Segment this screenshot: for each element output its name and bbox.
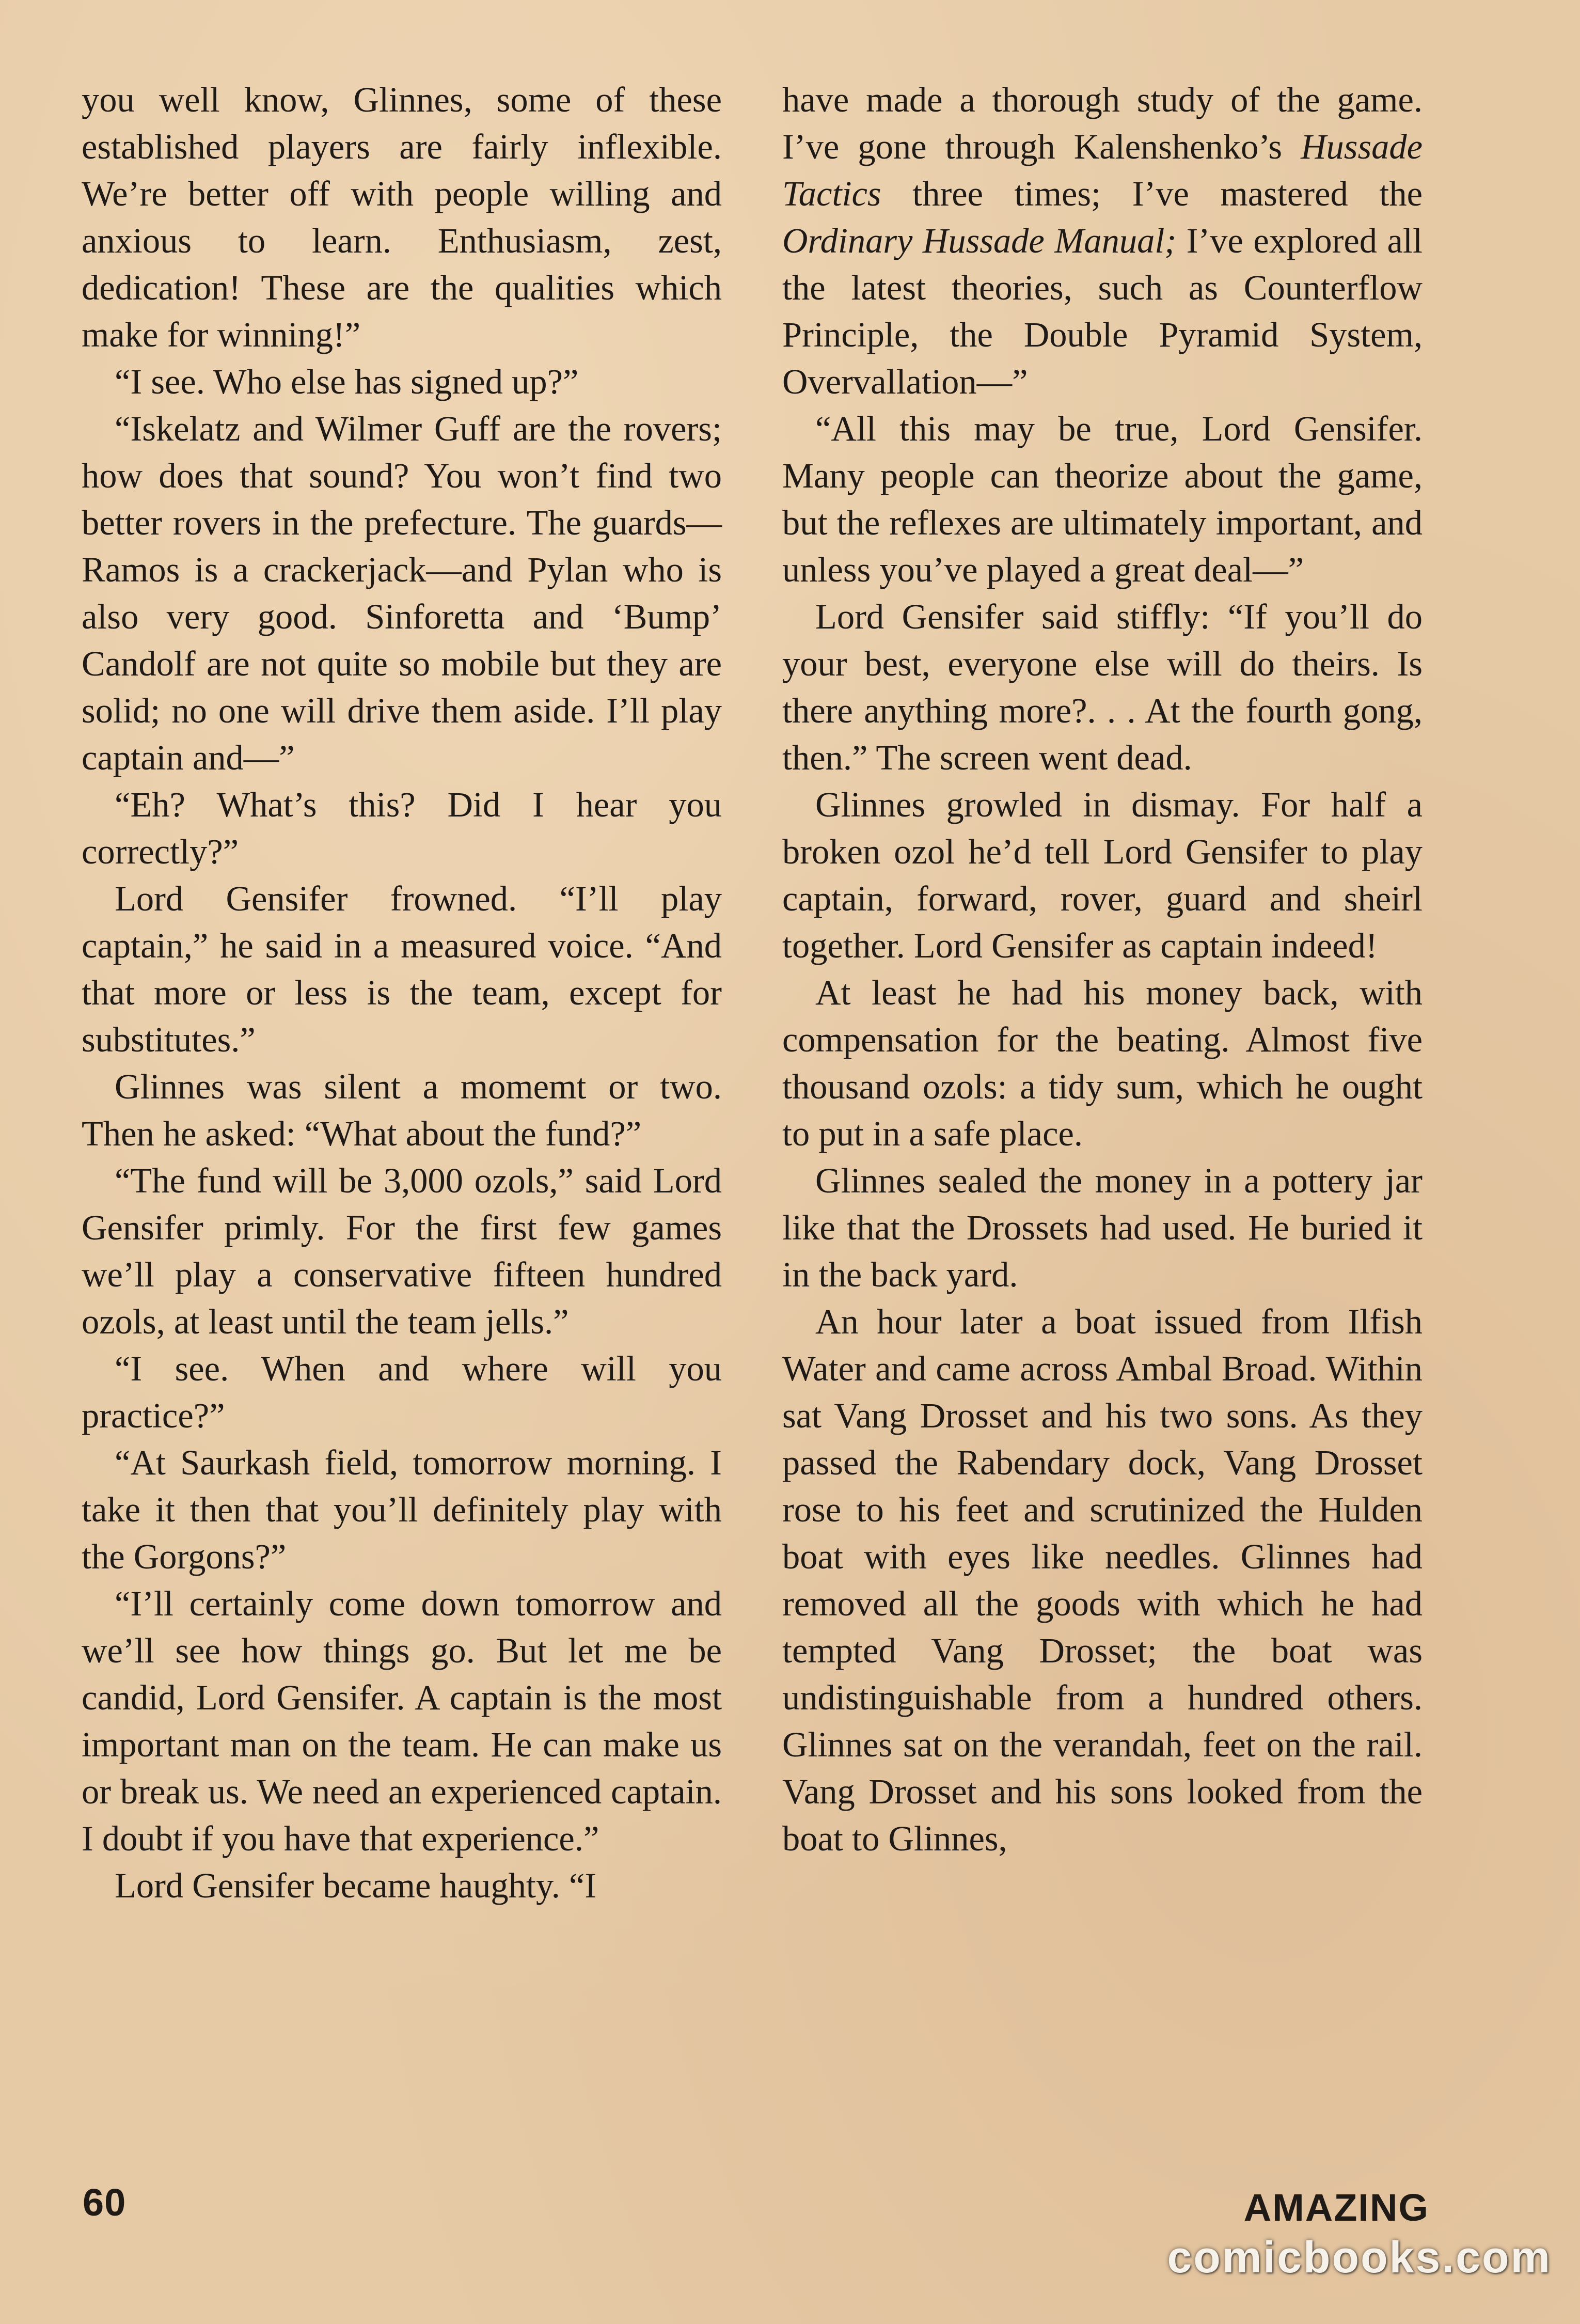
paragraph: [82, 405, 722, 781]
paragraph: [782, 76, 1423, 405]
text-segment: “I’ll certainly come down tomorrow and we’ll see how things go. But let me be candid, Lord Gensifer. A captain is the most important man on the team. He can make us or break us. We need an experienced captain. I doubt if you have that experience.”: [82, 1584, 722, 1858]
text-segment: I’ve explored all the latest theories, such as Counterflow Principle, the Double Pyramid System, Overvallation—”: [782, 221, 1423, 401]
paragraph: [82, 1862, 722, 1909]
text-segment: At least he had his money back, with compensation for the beating. Almost five thousand ozols: a tidy sum, which he ought to put in a safe place.: [782, 973, 1423, 1153]
text-segment: An hour later a boat issued from Ilfish Water and came across Ambal Broad. Within sat Vang Drosset and his two sons. As they passed the Rabendary dock, Vang Drosset rose to his feet and scrutinized the Hulden boat with eyes like needles. Glinnes had removed all the goods with which he had tempted Vang Drosset; the boat was undistinguishable from a hundred others. Glinnes sat on the verandah, feet on the rail. Vang Drosset and his sons looked from the boat to Glinnes,: [782, 1302, 1423, 1858]
text-segment: “I see. Who else has signed up?”: [115, 362, 579, 401]
paragraph: [82, 1439, 722, 1580]
text-segment: Lord Gensifer said stiffly: “If you’ll do your best, everyone else will do theirs. Is there anything more?. . . At the fourth gong, then.” The screen went dead.: [782, 597, 1423, 777]
text-segment: “The fund will be 3,000 ozols,” said Lord Gensifer primly. For the first few games we’ll play a conservative fifteen hundred ozols, at least until the team jells.”: [82, 1161, 722, 1341]
paragraph: [782, 1298, 1423, 1862]
paragraph: [782, 405, 1423, 593]
watermark: comicbooks.com: [1167, 2233, 1552, 2282]
paragraph: [82, 1345, 722, 1439]
paragraph: [82, 76, 722, 358]
text-segment: Lord Gensifer became haughty. “I: [115, 1866, 597, 1905]
paragraph: [82, 781, 722, 875]
text-segment: “Iskelatz and Wilmer Guff are the rovers; how does that sound? You won’t find two better rovers in the prefecture. The guards—Ramos is a crackerjack—and Pylan who is also very good. Sinforetta and ‘Bump’ Candolf are not quite so mobile but they are solid; no one will drive them aside. I’ll play captain and—”: [82, 409, 722, 777]
text-segment: “At Saurkash field, tomorrow morning. I take it then that you’ll definitely play with the Gorgons?”: [82, 1443, 722, 1576]
paragraph: [782, 1157, 1423, 1298]
book-title: Ordinary Hussade Manual;: [782, 221, 1177, 260]
left-text-column: [82, 76, 722, 1909]
text-segment: have made a thorough study of the game. I’ve gone through Kalenshenko’s: [782, 80, 1423, 166]
paragraph: [782, 969, 1423, 1157]
page-number: 60: [83, 2181, 127, 2224]
text-segment: “I see. When and where will you practice?”: [82, 1349, 722, 1435]
book-title: Hussade Tactics: [782, 127, 1423, 213]
right-text-column: [782, 76, 1423, 1862]
paragraph: [82, 1063, 722, 1157]
text-segment: Glinnes sealed the money in a pottery jar like that the Drossets had used. He buried it in the back yard.: [782, 1161, 1423, 1294]
magazine-name: AMAZING: [1243, 2186, 1429, 2229]
paragraph: [782, 593, 1423, 781]
text-segment: you well know, Glinnes, some of these established players are fairly inflexible. We’re better off with people willing and anxious to learn. Enthusiasm, zest, dedication! These are the qualities which make for winning!”: [82, 80, 722, 354]
text-segment: three times; I’ve mastered the: [881, 174, 1423, 213]
paragraph: [82, 1580, 722, 1862]
paragraph: [82, 1157, 722, 1345]
text-segment: Lord Gensifer frowned. “I’ll play captain,” he said in a measured voice. “And that more or less is the team, except for substitutes.”: [82, 879, 722, 1059]
text-segment: Glinnes growled in dismay. For half a broken ozol he’d tell Lord Gensifer to play captain, forward, rover, guard and sheirl together. Lord Gensifer as captain indeed!: [782, 785, 1423, 965]
paragraph: [82, 875, 722, 1063]
text-segment: “All this may be true, Lord Gensifer. Many people can theorize about the game, but the reflexes are ultimately important, and unless you’ve played a great deal—”: [782, 409, 1423, 589]
text-segment: Glinnes was silent a momemt or two. Then he asked: “What about the fund?”: [82, 1067, 722, 1153]
paragraph: [82, 358, 722, 405]
text-segment: “Eh? What’s this? Did I hear you correctly?”: [82, 785, 722, 871]
paragraph: [782, 781, 1423, 969]
